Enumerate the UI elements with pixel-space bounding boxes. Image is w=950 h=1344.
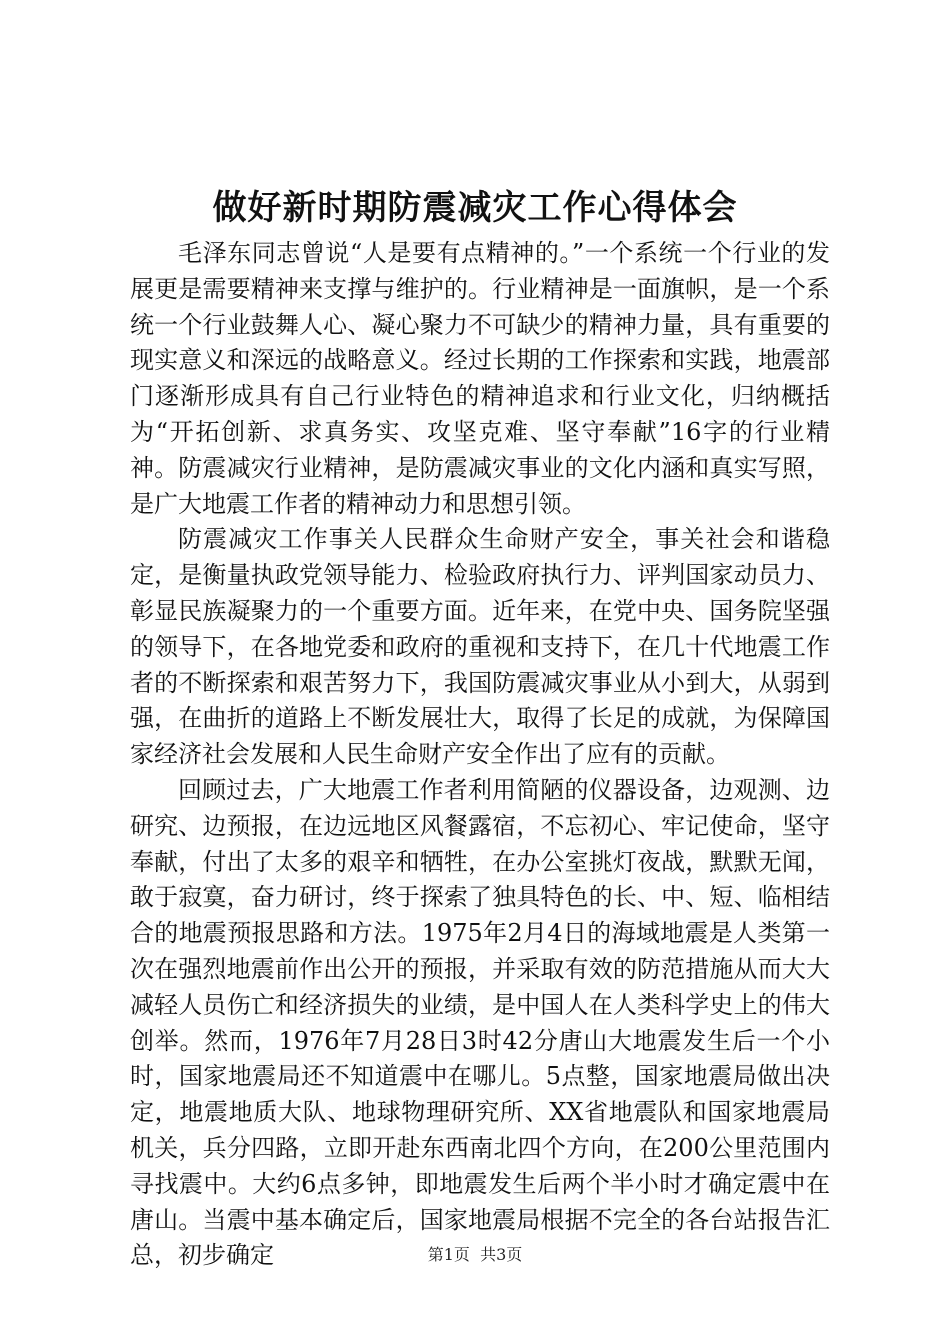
paragraph-3: 回顾过去，广大地震工作者利用简陋的仪器设备，边观测、边研究、边预报，在边远地区风餐露宿，不忘初心、牢记使命，坚守奉献，付出了太多的艰辛和牺牲，在办公室挑灯夜战，默默无闻，敢于寂寞，奋力研讨，终于探索了独具特色的长、中、短、临相结合的地震预报思路和方法。1975年2月4日的海域地震是人类第一次在强烈地震前作出公开的预报，并采取有效的防范措施从而大大减轻人员伤亡和经济损失的业绩，是中国人在人类科学史上的伟大创举。然而，1976年7月28日3时42分唐山大地震发生后一个小时，国家地震局还不知道震中在哪儿。5点整，国家地震局做出决定，地震地质大队、地球物理研究所、XX省地震队和国家地震局机关，兵分四路，立即开赴东西南北四个方向，在200公里范围内寻找震中。大约6点多钟，即地震发生后两个半小时才确定震中在唐山。当震中基本确定后，国家地震局根据不完全的各台站报告汇总，初步确定: [130, 775, 830, 1270]
document-title: 做好新时期防震减灾工作心得体会: [212, 188, 738, 228]
footer-separator: [470, 1245, 480, 1264]
document-body: [130, 236, 830, 1274]
paragraph-1: 毛泽东同志曾说“人是要有点精神的。”一个系统一个行业的发展更是需要精神来支撑与维护的。行业精神是一面旗帜，是一个系统一个行业鼓舞人心、凝心聚力不可缺少的精神力量，具有重要的现实意义和深远的战略意义。经过长期的工作探索和实践，地震部门逐渐形成具有自己行业特色的精神追求和行业文化，归纳概括为“开拓创新、求真务实、攻坚克难、坚守奉献”16字的行业精神。防震减灾行业精神，是防震减灾事业的文化内涵和真实写照，是广大地震工作者的精神动力和思想引领。: [130, 239, 830, 518]
page-number: 第1页: [427, 1245, 470, 1264]
page-total: 共3页: [480, 1245, 523, 1264]
paragraph-2: 防震减灾工作事关人民群众生命财产安全，事关社会和谐稳定，是衡量执政党领导能力、检验政府执行力、评判国家动员力、彰显民族凝聚力的一个重要方面。近年来，在党中央、国务院坚强的领导下，在各地党委和政府的重视和支持下，在几十代地震工作者的不断探索和艰苦努力下，我国防震减灾事业从小到大，从弱到强，在曲折的道路上不断发展壮大，取得了长足的成就，为保障国家经济社会发展和人民生命财产安全作出了应有的贡献。: [130, 525, 830, 769]
page-footer: [0, 1244, 950, 1266]
